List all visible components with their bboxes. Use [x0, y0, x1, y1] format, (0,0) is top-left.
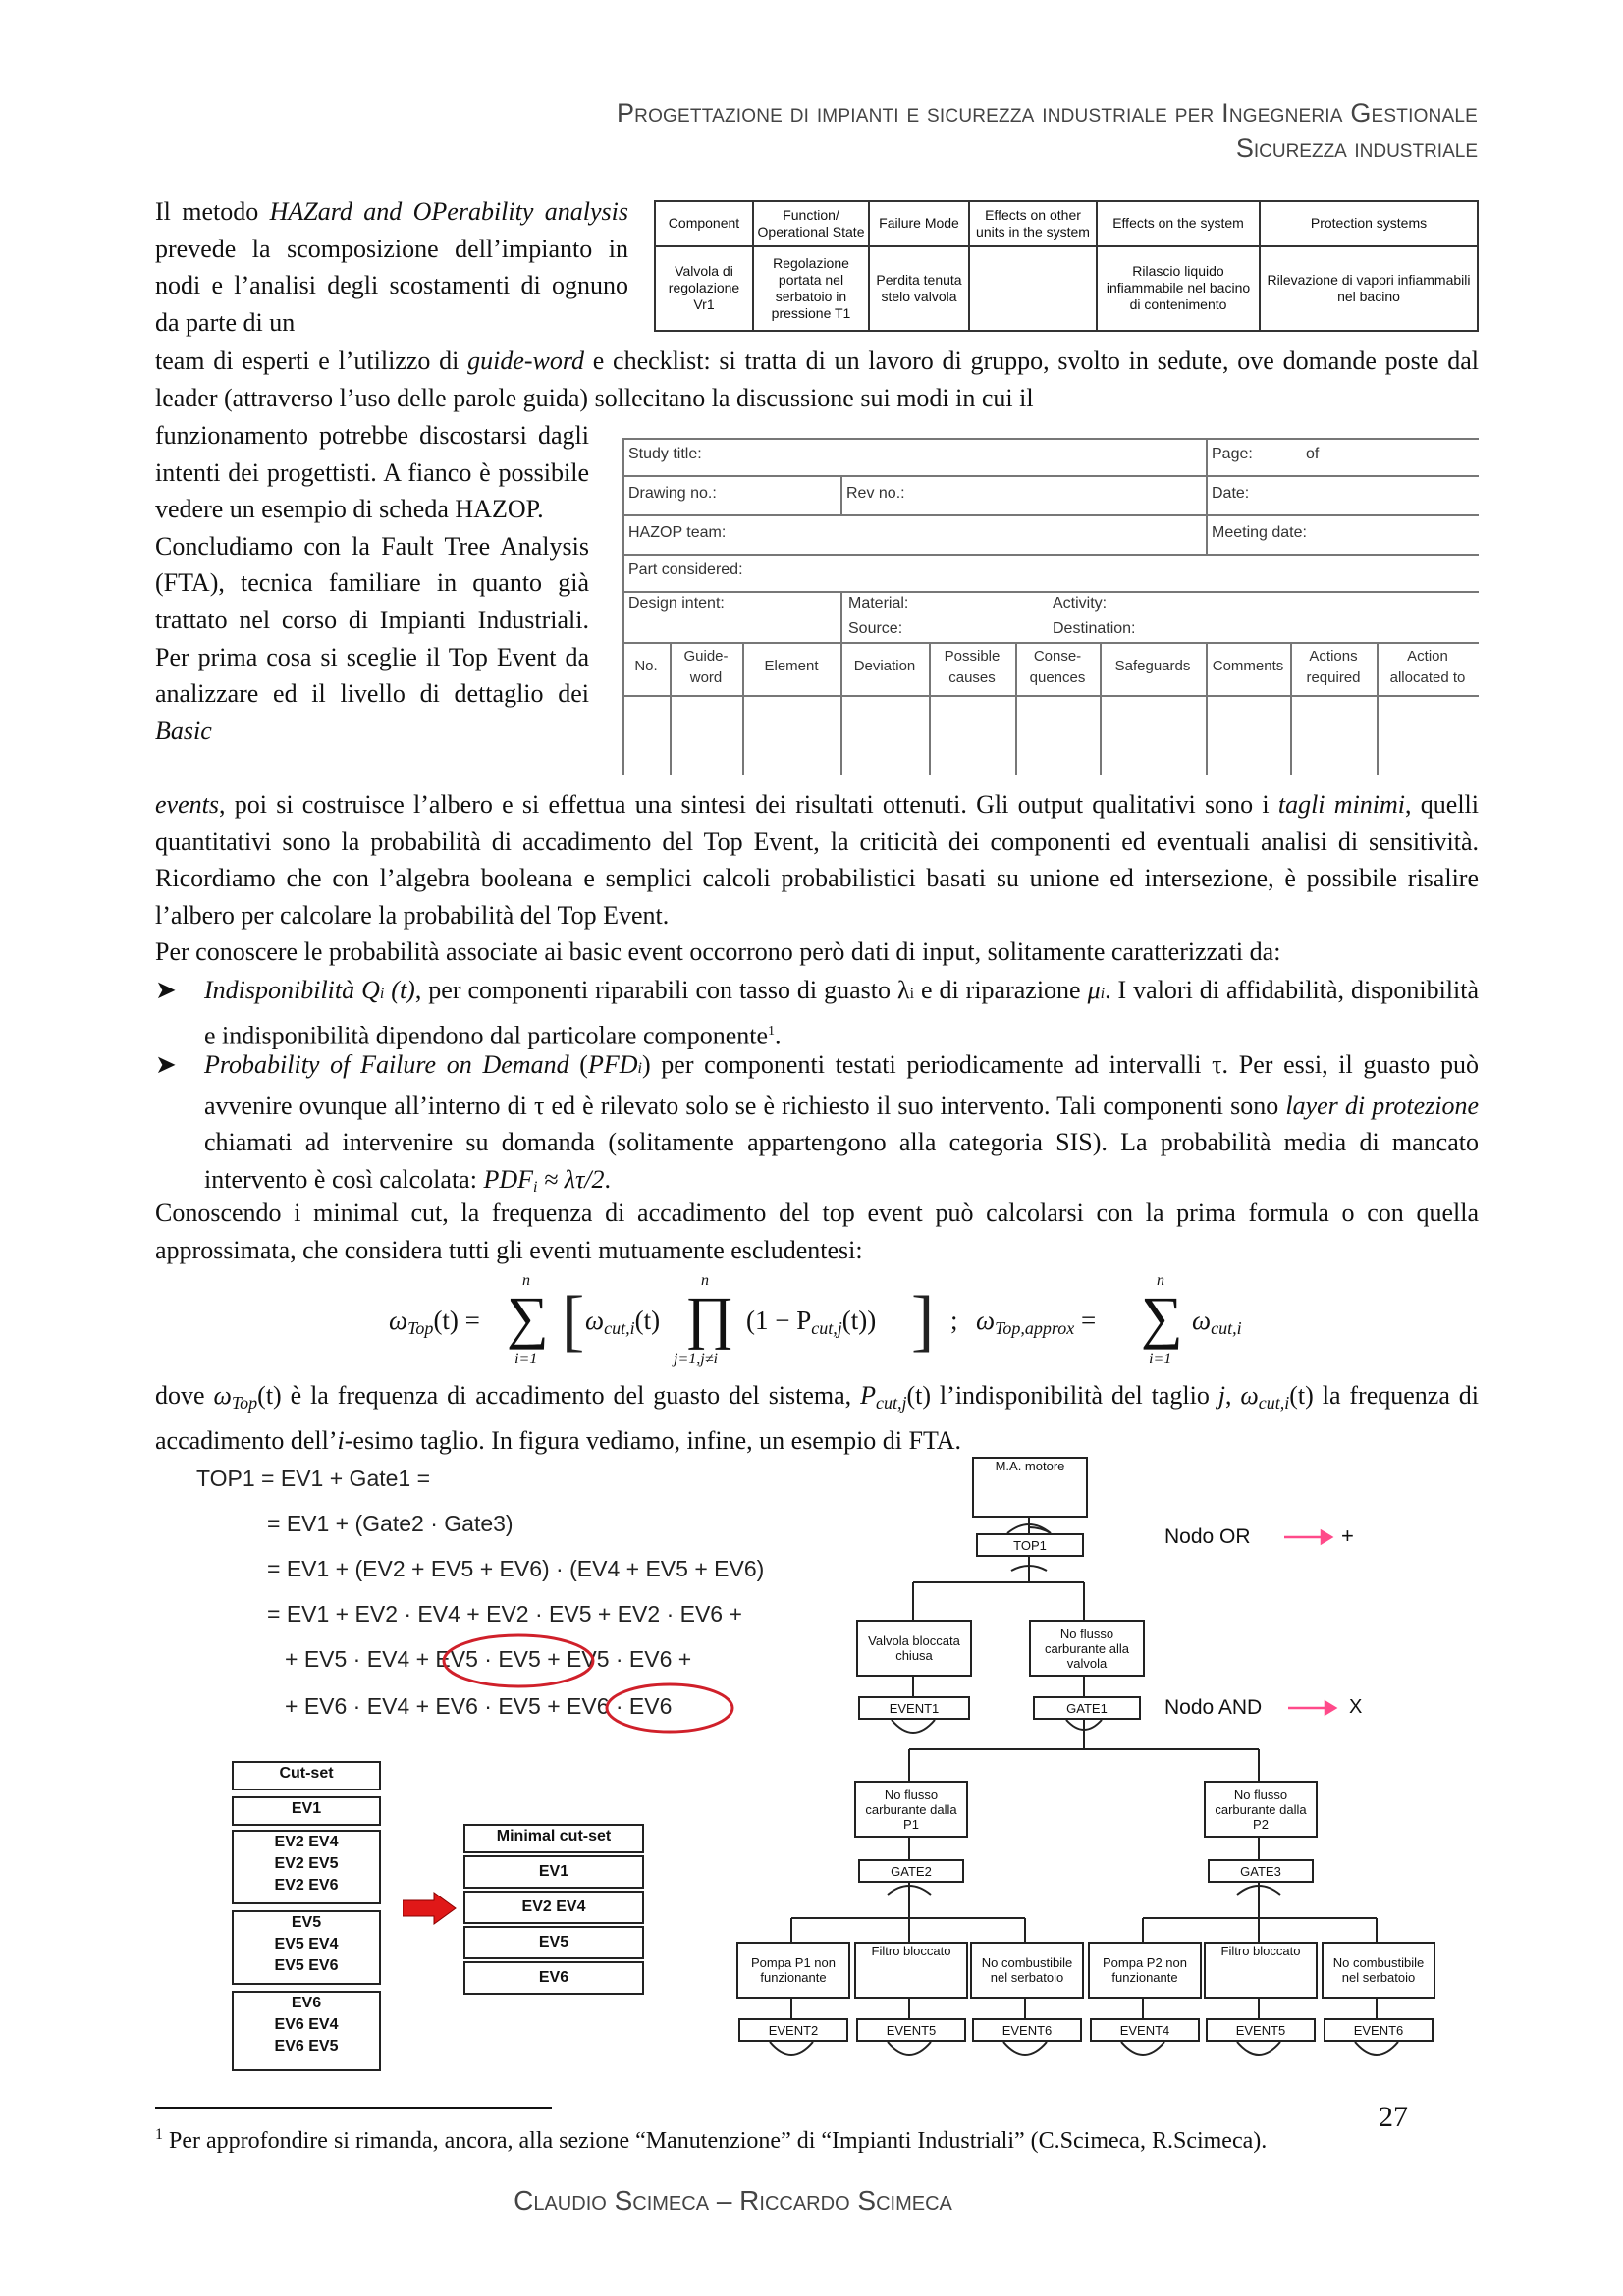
- cutset-group: EV6 EV6 EV4 EV6 EV5: [232, 1991, 381, 2071]
- hazop-team: HAZOP team:: [628, 524, 727, 541]
- boolean-line: = EV1 + (Gate2 · Gate3): [267, 1511, 514, 1536]
- left-bracket: [: [562, 1283, 585, 1359]
- fmea-header: Protection systems: [1260, 201, 1478, 246]
- sum-symbol: ∑: [507, 1285, 549, 1350]
- fmea-header: Failure Mode: [869, 201, 969, 246]
- hazop-of: of: [1306, 446, 1320, 462]
- boolean-line: + EV6 · EV4 + EV6 · EV5 + EV6 · EV6: [285, 1693, 673, 1719]
- product-symbol: ∏: [685, 1285, 734, 1350]
- tree-gate3-desc: No flusso carburante dalla P2: [1204, 1781, 1318, 1838]
- tree-leaf-id: EVENT6: [1324, 2018, 1434, 2042]
- minimal-item: EV2 EV4: [463, 1891, 644, 1924]
- boolean-line: TOP1 = EV1 + Gate1 =: [196, 1466, 431, 1491]
- intro-paragraph-4: events, poi si costruisce l’albero e si effettua una sintesi dei risultati ottenuti. Gli output qualitativi sono i tagli minimi, quelli quantitativi sono la probabilità di accadimento del Top Event, la criticità dei componenti ed eventuali analisi di sensitività. Ricordiamo che con l’algebra booleana e semplici calcoli probabilistici basati su unione ed intersezione, è possibile risalire l’albero per calcolare la probabilità del Top Event. Per conoscere le probabilità associate ai basic event occorrono però dati di input, solitamente caratterizzati da:: [155, 790, 1479, 967]
- fmea-cell: Regolazione portata nel serbatoio in pressione T1: [753, 246, 869, 331]
- cutset-group: EV1: [232, 1796, 381, 1826]
- minimal-item: EV6: [463, 1961, 644, 1995]
- paragraph-minimal-cut: Conoscendo i minimal cut, la frequenza di accadimento del top event può calcolarsi con la prima formula o con quella approssimata, che considera tutti gli eventi mutuamente escludentesi:: [155, 1199, 1479, 1264]
- tree-gate1-id: GATE1: [1033, 1696, 1141, 1720]
- hazop-col: Conse- quences: [1029, 648, 1086, 686]
- footnote: $^1$ Per approfondire si rimanda, ancora, alla sezione “Manutenzione” di “Impianti Industriali” (C.Scimeca, R.Scimeca).: [155, 2126, 1268, 2154]
- fmea-cell: Rilascio liquido infiammabile nel bacino di contenimento: [1097, 246, 1260, 331]
- hazop-col: Deviation: [853, 658, 916, 674]
- cutset-title: Cut-set: [232, 1761, 381, 1790]
- header-subtitle: Sicurezza industriale: [1235, 133, 1478, 163]
- hazop-date: Date:: [1212, 485, 1250, 502]
- tree-gate1-desc: No flusso carburante alla valvola: [1029, 1620, 1145, 1677]
- fmea-cell: Rilevazione di vapori infiammabili nel bacino: [1260, 246, 1478, 331]
- tree-leaf-id: EVENT5: [856, 2018, 966, 2042]
- node-and-label: Nodo AND: [1164, 1696, 1263, 1719]
- fmea-header: Component: [655, 201, 753, 246]
- tree-leaf-desc: No combustibile nel serbatoio: [970, 1942, 1084, 1999]
- boolean-line: = EV1 + EV2 · EV4 + EV2 · EV5 + EV2 · EV6 +: [267, 1601, 742, 1627]
- hazop-page: Page:: [1212, 446, 1253, 462]
- page-number: 27: [1379, 2101, 1408, 2133]
- hazop-part: Part considered:: [628, 561, 743, 578]
- hazop-col: Possible causes: [944, 648, 1001, 686]
- tree-leaf-desc: Filtro bloccato: [1204, 1942, 1318, 1999]
- hazop-activity: Activity:: [1053, 595, 1108, 612]
- hazop-col: Actions required: [1306, 648, 1361, 686]
- hazop-col: Guide- word: [683, 648, 729, 686]
- hazop-col: Comments: [1212, 658, 1284, 674]
- paragraph-definitions: dove ωTop(t) è la frequenza di accadimento del guasto del sistema, Pcut,j(t) l’indisponibilità del taglio j, ωcut,i(t) la frequenza di accadimento dell’i-esimo taglio. In figura vediamo, infine, un esempio di FTA.: [155, 1381, 1480, 1455]
- hazop-drawing-no: Drawing no.:: [628, 485, 717, 502]
- node-and-symbol: X: [1349, 1696, 1363, 1718]
- intro-paragraph-1-cont: team di esperti e l’utilizzo di guide-word e checklist: si tratta di un lavoro di gruppo, svolto in sedute, ove domande poste dal leader (attraverso l’uso delle parole guida) sollecitano la discussione sui modi in cui il: [155, 347, 1479, 412]
- intro-paragraph-2: funzionamento potrebbe discostarsi dagli intenti dei progettisti. A fianco è possibile vedere un esempio di scheda HAZOP. Concludiamo con la Fault Tree Analysis (FTA), tecnica familiare in quanto già trattato nel corso di Impianti Industriali. Per prima cosa si sceglie il Top Event da analizzare ed il livello di dettaglio dei Basic: [155, 421, 589, 745]
- boolean-line: + EV5 · EV4 + EV5 · EV5 + EV5 · EV6 +: [285, 1646, 692, 1672]
- hazop-col: Action allocated to: [1389, 648, 1466, 686]
- tree-leaf-desc: Filtro bloccato: [854, 1942, 968, 1999]
- fmea-cell: Valvola di regolazione Vr1: [655, 246, 753, 331]
- hazop-rev-no: Rev no.:: [846, 485, 905, 502]
- tree-gate3-id: GATE3: [1208, 1859, 1314, 1883]
- tree-leaf-id: EVENT6: [972, 2018, 1082, 2042]
- footnote-separator: [155, 2107, 552, 2109]
- formula-omega-top: $\omega_{Top}(t)$ = n ∑ i=1 [ $\omega_{cut,i}(t)$ n ∏ j=1,j≠i $(1 - P_{cut,j}(t))$ ] ; $\omega_{Top,approx}$ = n ∑ i=1 $\omega_{cut,i}$: [389, 1272, 1242, 1367]
- fmea-cell: Perdita tenuta stelo valvola: [869, 246, 969, 331]
- hazop-col: Safeguards: [1114, 658, 1191, 674]
- hazop-study-title: Study title:: [628, 446, 702, 462]
- tree-leaf-id: EVENT2: [738, 2018, 848, 2042]
- boolean-line: = EV1 + (EV2 + EV5 + EV6) · (EV4 + EV5 + EV6): [267, 1556, 765, 1581]
- hazop-col: Element: [764, 658, 819, 674]
- bullet-1: ➤ Indisponibilità Qi (t), per componenti riparabili con tasso di guasto λi e di riparazione μi. I valori di affidabilità, disponibilità e indisponibilità dipendono dal particolare componente$^1$.: [155, 972, 1479, 1054]
- fmea-header: Function/ Operational State: [753, 201, 869, 246]
- minimal-title: Minimal cut-set: [463, 1824, 644, 1853]
- tree-top-id: TOP1: [976, 1533, 1084, 1557]
- hazop-material: Material:: [848, 595, 909, 612]
- cutset-group: EV2 EV4 EV2 EV5 EV2 EV6: [232, 1830, 381, 1904]
- minimal-item: EV5: [463, 1926, 644, 1959]
- minimal-item: EV1: [463, 1855, 644, 1889]
- hazop-col: No.: [634, 658, 658, 674]
- tree-leaf-desc: Pompa P1 non funzionante: [736, 1942, 850, 1999]
- bullet-2: ➤ Probability of Failure on Demand (PFDi) per componenti testati periodicamente ad intervalli τ. Per essi, il guasto può avvenire ovunque all’interno di τ ed è rilevato solo se è richiesto il suo intervento. Tali componenti sono layer di protezione chiamati ad intervenire su domanda (solitamente appartengono alla categoria SIS). La probabilità media di mancato intervento è così calcolata: PDFi ≈ λτ/2.: [155, 1046, 1479, 1205]
- right-bracket: ]: [911, 1283, 935, 1359]
- tree-leaf-desc: No combustibile nel serbatoio: [1322, 1942, 1435, 1999]
- sum-symbol: ∑: [1141, 1285, 1183, 1350]
- intro-paragraph-1: Il metodo HAZard and OPerability analysis prevede la scomposizione dell’impianto in nodi e l’analisi degli scostamenti di ognuno da parte di un: [155, 197, 628, 337]
- tree-leaf-id: EVENT4: [1090, 2018, 1200, 2042]
- page-footer: Claudio Scimeca – Riccardo Scimeca: [514, 2185, 952, 2216]
- tree-top-desc: M.A. motore: [972, 1457, 1088, 1518]
- arrow-bullet-icon: ➤: [155, 976, 177, 1004]
- hazop-design-intent: Design intent:: [628, 595, 725, 612]
- hazop-destination: Destination:: [1053, 620, 1136, 637]
- arrow-bullet-icon: ➤: [155, 1050, 177, 1079]
- fmea-header: Effects on the system: [1097, 201, 1260, 246]
- fmea-header: Effects on other units in the system: [969, 201, 1097, 246]
- node-or-label: Nodo OR: [1164, 1525, 1251, 1548]
- hazop-meeting-date: Meeting date:: [1212, 524, 1307, 541]
- tree-leaf-id: EVENT5: [1206, 2018, 1316, 2042]
- header-title: Progettazione di impianti e sicurezza industriale per Ingegneria Gestionale: [616, 98, 1478, 128]
- tree-event1-id: EVENT1: [858, 1696, 970, 1720]
- tree-gate2-id: GATE2: [858, 1859, 964, 1883]
- tree-gate2-desc: No flusso carburante dalla P1: [854, 1781, 968, 1838]
- tree-leaf-desc: Pompa P2 non funzionante: [1088, 1942, 1202, 1999]
- node-or-symbol: +: [1341, 1523, 1354, 1548]
- cutset-group: EV5 EV5 EV4 EV5 EV6: [232, 1910, 381, 1985]
- tree-event1-desc: Valvola bloccata chiusa: [856, 1620, 972, 1677]
- hazop-source: Source:: [848, 620, 903, 637]
